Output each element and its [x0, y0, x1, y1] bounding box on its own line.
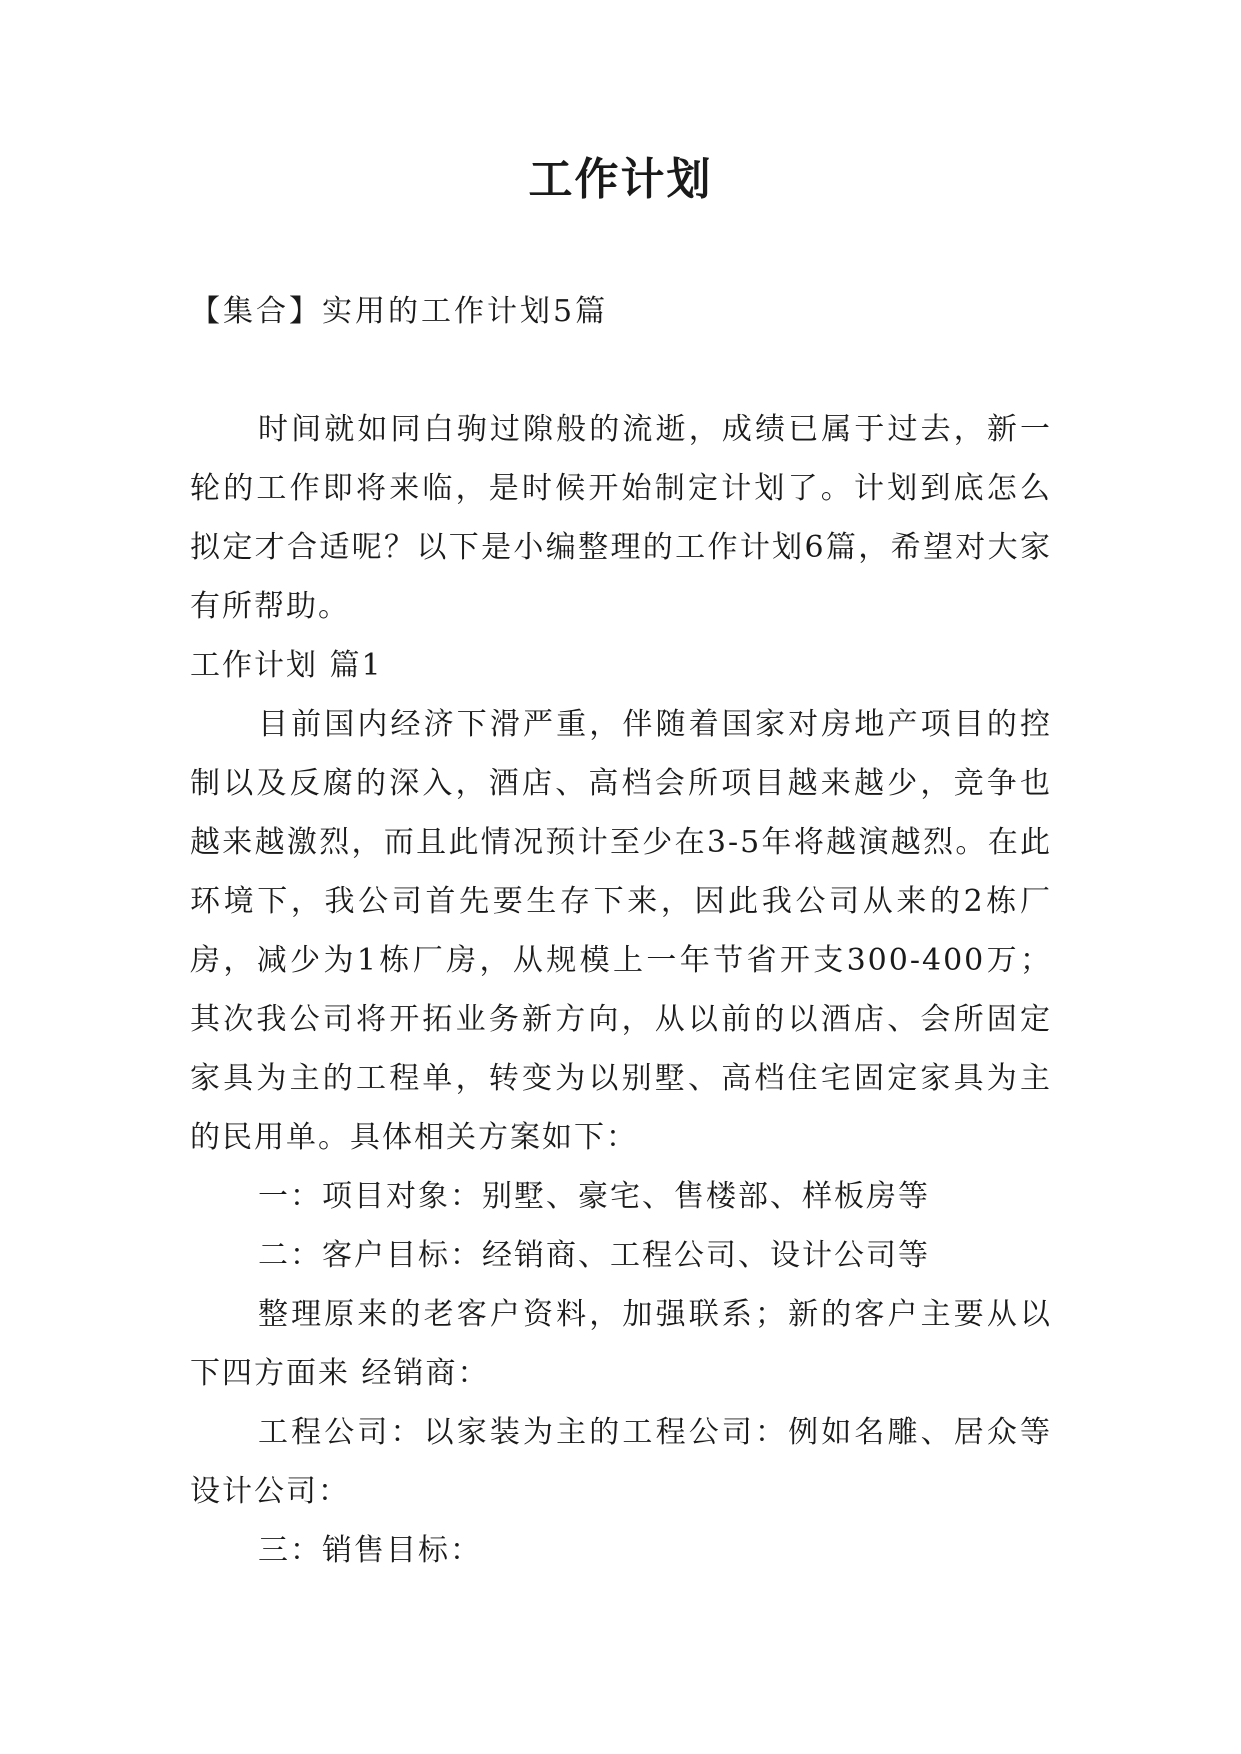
- document-subtitle: 【集合】实用的工作计划5篇: [190, 294, 609, 329]
- document-body: [190, 400, 1052, 1580]
- paragraph-engineering-companies: 工程公司：以家装为主的工程公司：例如名雕、居众等设计公司：: [190, 1415, 1052, 1509]
- paragraph-sales-target: 三：销售目标：: [258, 1533, 482, 1568]
- paragraph-intro: 时间就如同白驹过隙般的流逝，成绩已属于过去，新一轮的工作即将来临，是时候开始制定计划了。计划到底怎么拟定才合适呢？以下是小编整理的工作计划6篇，希望对大家有所帮助。: [190, 412, 1052, 624]
- paragraph-background: 目前国内经济下滑严重，伴随着国家对房地产项目的控制以及反腐的深入，酒店、高档会所项目越来越少，竞争也越来越激烈，而且此情况预计至少在3-5年将越演越烈。在此环境下，我公司首先要生存下来，因此我公司从来的2栋厂房，减少为1栋厂房，从规模上一年节省开支300-400万；其次我公司将开拓业务新方向，从以前的以酒店、会所固定家具为主的工程单，转变为以别墅、高档住宅固定家具为主的民用单。具体相关方案如下：: [190, 707, 1052, 1155]
- document-title: 工作计划: [528, 154, 713, 205]
- section-heading: 工作计划 篇1: [190, 648, 383, 683]
- paragraph-client-sources: 整理原来的老客户资料，加强联系；新的客户主要从以下四方面来 经销商：: [190, 1297, 1052, 1391]
- paragraph-project-target: 一：项目对象：别墅、豪宅、售楼部、样板房等: [258, 1179, 930, 1214]
- paragraph-client-target: 二：客户目标：经销商、工程公司、设计公司等: [258, 1238, 930, 1273]
